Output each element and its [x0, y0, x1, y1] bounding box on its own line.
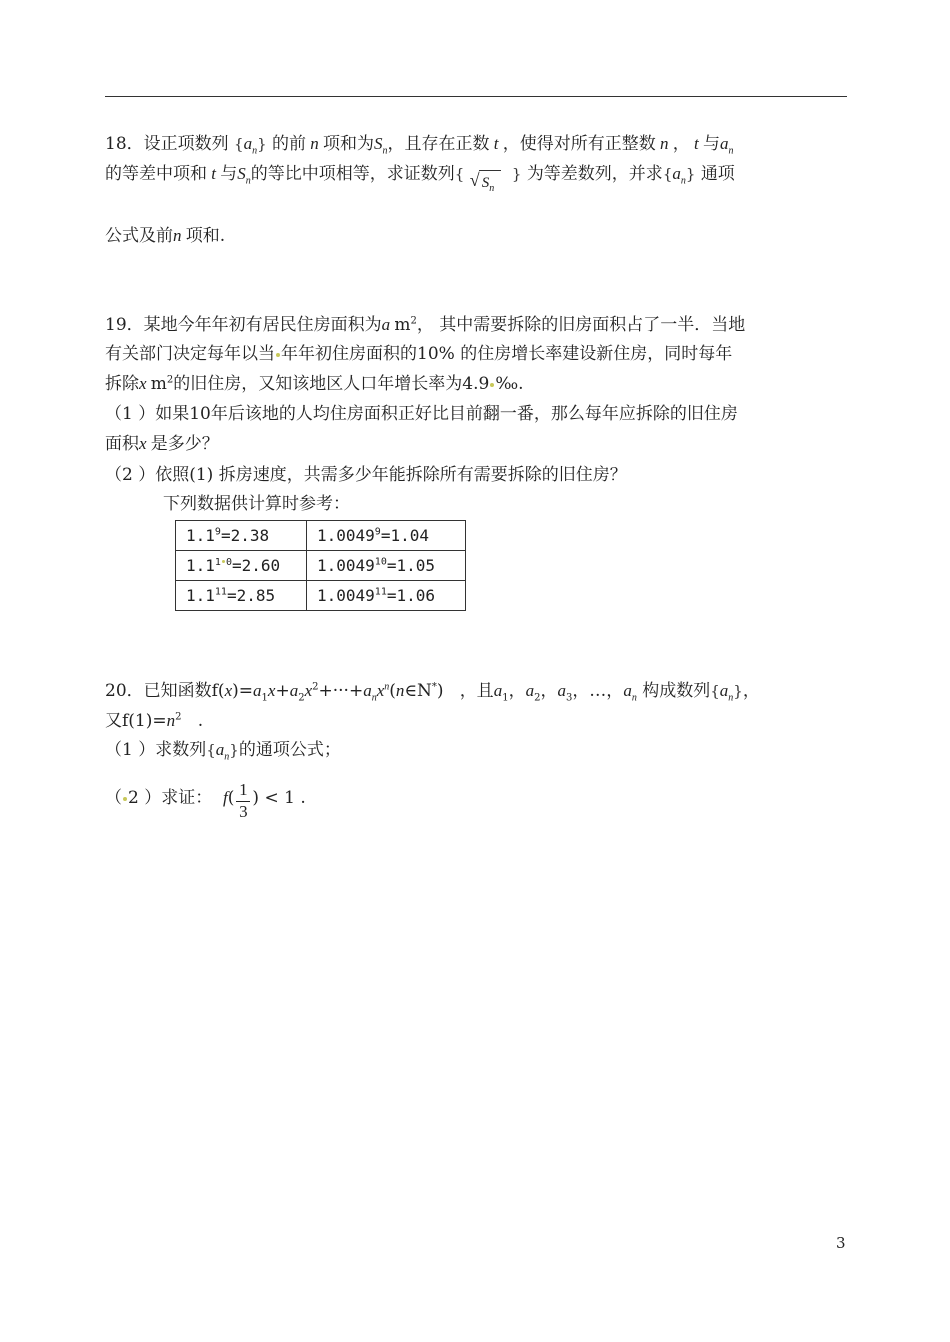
- q19-part1-cont: 面积x 是多少？: [105, 434, 219, 454]
- q20-part1: （1 ）求数列$\{a_n\}$的通项公式；: [105, 740, 341, 763]
- table-row: [176, 521, 466, 551]
- table-cell: $1.0049^{11}=1.06$: [307, 581, 466, 611]
- sqrt-sn: √ $S_n$: [470, 167, 502, 189]
- page-number: 3: [836, 1234, 846, 1252]
- table-row: [176, 551, 466, 581]
- q20-part2: （ 2 ）求证： f( $\frac{1}{3}$ ) < 1 .: [105, 780, 306, 821]
- table-cell: $1.0049^9=1.04$: [307, 521, 466, 551]
- q18-line-2: 的等差中项和 t 与$S_n$的等比中项相等，求证数列{ √ $S_n$ } 为等差数列，并求$\{a_n\}$ 通项: [105, 164, 735, 194]
- table-cell: $1.1^{1 0}=2.60$: [176, 551, 307, 581]
- q20-line-1: 20．已知函数$f(x)=a_1x+a_2x^2+\cdot\cdot\cdot+a_nx^n(n\in N^*)$ ，且$a_1$，$a_2$，$a_3$，…，$a_n$ 构成数列$\{a_n\}$，: [105, 681, 760, 704]
- table-cell: $1.0049^{10}=1.05$: [307, 551, 466, 581]
- table-cell: $1.1^9=2.38$: [176, 521, 307, 551]
- q18-line-3: 公式及前n 项和.: [105, 226, 226, 246]
- fraction-one-third: $\frac{1}{3}$: [234, 781, 252, 821]
- q20-line-2: 又$f(1)=n^2$ .: [105, 711, 204, 731]
- table-caption: 下列数据供计算时参考：: [163, 494, 350, 514]
- q19-line-2: 有关部门决定每年以当 年年初住房面积的10% 的住房增长率建设新住房，同时每年: [105, 344, 733, 364]
- q19-part2: （2 ）依照(1) 拆房速度，共需多少年能拆除所有需要拆除的旧住房？: [105, 465, 627, 485]
- table-row: [176, 581, 466, 611]
- q19-line-1: 19．某地今年年初有居民住房面积为a $m^2$， 其中需要拆除的旧房面积占了一半．当地: [105, 315, 746, 335]
- q19-part1: （1 ）如果10年后该地的人均住房面积正好比目前翻一番，那么每年应拆除的旧住房: [105, 404, 738, 424]
- q18-line-1: 18．设正项数列 $\{a_n\}$ 的前 n 项和为$S_n$，且存在正数 t ，使得对所有正整数 n ， t 与$a_n$: [105, 134, 734, 157]
- q19-line-3: 拆除x $m^2$的旧住房，又知该地区人口年增长率为4.9 ‰.: [105, 374, 524, 394]
- reference-table: [175, 520, 466, 611]
- header-rule: [105, 96, 847, 97]
- table-cell: $1.1^{11}=2.85$: [176, 581, 307, 611]
